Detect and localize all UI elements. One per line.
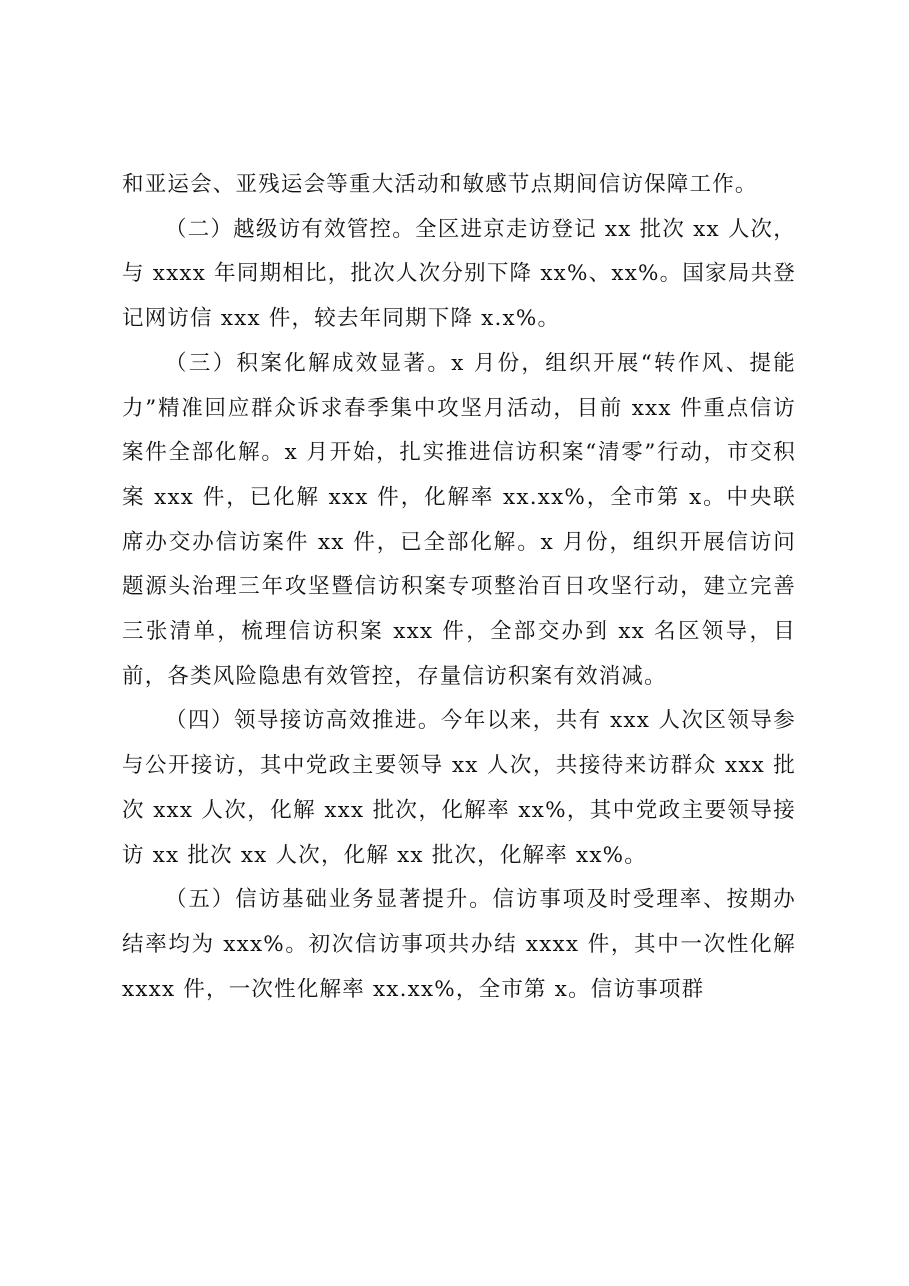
paragraph-section-3: （三）积案化解成效显著。x 月份，组织开展“转作风、提能力”精准回应群众诉求春季集中攻坚月活动，目前 xxx 件重点信访案件全部化解。x 月开始，扎实推进信访积案“清零”行动，市交积案 xxx 件，已化解 xxx 件，化解率 xx.xx%，全市第 x。中央联席办交办信访案件 xx 件，已全部化解。x 月份，组织开展信访问题源头治理三年攻坚暨信访积案专项整治百日攻坚行动，建立完善三张清单，梳理信访积案 xxx 件，全部交办到 xx 名区领导，目前，各类风险隐患有效管控，存量信访积案有效消减。: [122, 350, 796, 689]
paragraph-section-2: （二）越级访有效管控。全区进京走访登记 xx 批次 xx 人次，与 xxxx 年同期相比，批次人次分别下降 xx%、xx%。国家局共登记网访信 xxx 件，较去年同期下降 x.x%。: [122, 216, 796, 332]
document-body: [122, 163, 796, 1012]
paragraph-section-4: （四）领导接访高效推进。今年以来，共有 xxx 人次区领导参与公开接访，其中党政主要领导 xx 人次，共接待来访群众 xxx 批次 xxx 人次，化解 xxx 批次，化解率 xx%，其中党政主要领导接访 xx 批次 xx 人次，化解 xx 批次，化解率 xx%。: [122, 708, 796, 868]
paragraph-continuation: 和亚运会、亚残运会等重大活动和敏感节点期间信访保障工作。: [122, 172, 758, 197]
paragraph-section-5: （五）信访基础业务显著提升。信访事项及时受理率、按期办结率均为 xxx%。初次信访事项共办结 xxxx 件，其中一次性化解 xxxx 件，一次性化解率 xx.xx%，全市第 x。信访事项群: [122, 887, 796, 1002]
